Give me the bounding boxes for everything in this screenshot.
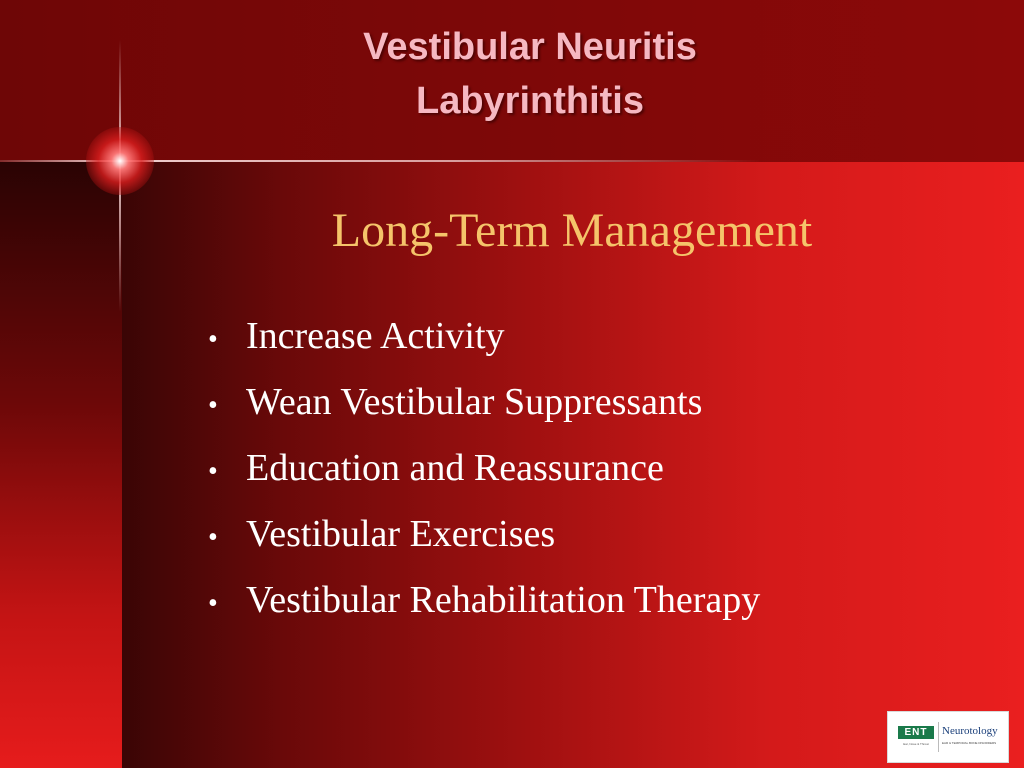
bullet-item bbox=[208, 308, 968, 374]
ent-neurotology-logo bbox=[887, 711, 1009, 763]
left-decorative-column bbox=[0, 162, 122, 768]
title-line-1: Vestibular Neuritis bbox=[363, 26, 697, 68]
slide-title bbox=[230, 20, 830, 128]
bullet-item bbox=[208, 374, 968, 440]
bullet-item bbox=[208, 572, 968, 638]
logo-small-text: Ear, Nose & Throat bbox=[903, 742, 929, 746]
logo-tagline: EAR & TEMPORAL BONE DISORDERS bbox=[942, 741, 997, 745]
bullet-text: Vestibular Exercises bbox=[246, 513, 556, 555]
light-flare-icon bbox=[86, 127, 154, 195]
logo-badge: ENT bbox=[898, 726, 934, 739]
bullet-icon: • bbox=[208, 522, 218, 553]
bullet-text: Vestibular Rehabilitation Therapy bbox=[246, 579, 761, 621]
logo-name: Neurotology bbox=[942, 725, 998, 737]
bullet-text: Wean Vestibular Suppressants bbox=[246, 381, 703, 423]
bullet-text: Education and Reassurance bbox=[246, 447, 664, 489]
bullet-icon: • bbox=[208, 324, 218, 355]
bullet-icon: • bbox=[208, 456, 218, 487]
bullet-item bbox=[208, 506, 968, 572]
title-line-2: Labyrinthitis bbox=[415, 80, 645, 122]
bullet-list bbox=[208, 308, 968, 638]
bullet-icon: • bbox=[208, 390, 218, 421]
bullet-text: Increase Activity bbox=[246, 315, 505, 357]
bullet-icon: • bbox=[208, 588, 218, 619]
bullet-item bbox=[208, 440, 968, 506]
slide-subtitle: Long-Term Management bbox=[331, 204, 813, 257]
logo-divider bbox=[938, 722, 939, 752]
